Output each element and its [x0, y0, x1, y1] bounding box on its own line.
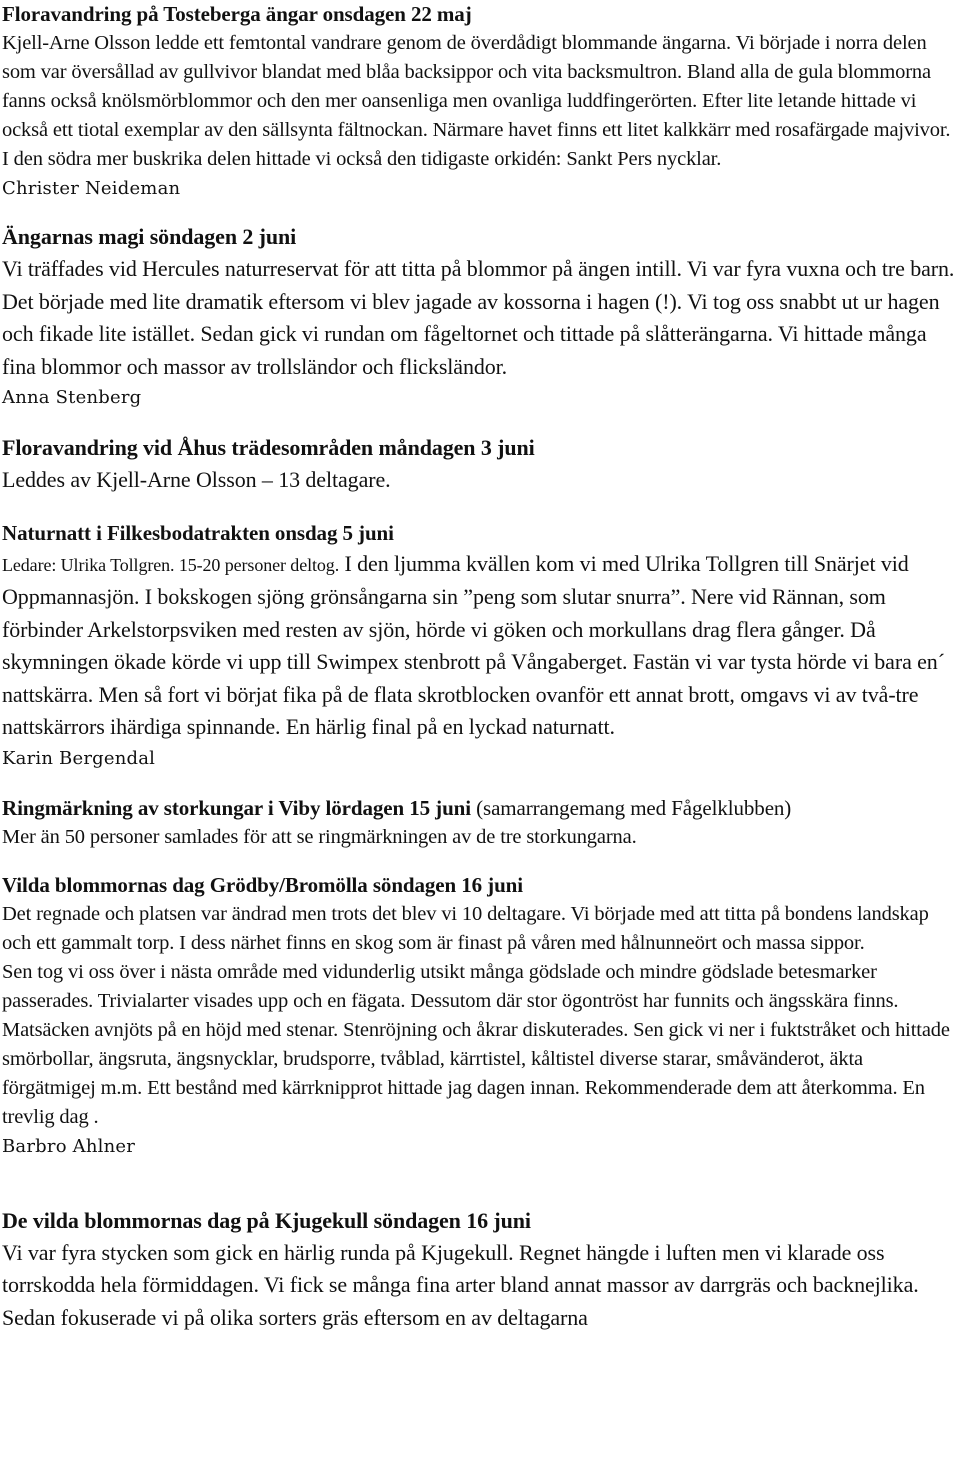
article-body-second: Sen tog vi oss över i nästa område med vidunderlig utsikt många gödslade och mindre gödslade betesmarker passerades. Trivialarter visades upp och en fägata. Dessutom där stor ögontröst har funnits och ängsskära finns. Matsäcken avnjöts på en höjd med stenar. Stenröjning och åkrar diskuterades. Sen gick vi ner i fuktstråket och hittade smörbollar, ängsruta, ängsnycklar, brudsporre, tvåblad, kärrtistel, kåltistel diverse starar, småvänderot, äkta förgätmigej m.m. Ett bestånd med kärrknipprot hittade jag dagen innan. Rekommenderade dem att återkomma. En trevlig dag .	[2, 960, 950, 1128]
article-vilda-blommornas-dag	[2, 871, 958, 1162]
article-naturnatt	[2, 519, 958, 774]
article-body: Leddes av Kjell-Arne Olsson – 13 deltagare.	[2, 467, 391, 492]
article-body	[2, 548, 958, 744]
article-body: Vi var fyra stycken som gick en härlig runda på Kjugekull. Regnet hängde i luften men vi klarade oss torrskodda hela förmiddagen. Vi fick se många fina arter bland annat massor av darrgräs och backnejlika. Sedan fokuserade vi på olika sorters gräs eftersom en av deltagarna	[2, 1239, 919, 1330]
article-kjugekull	[2, 1204, 958, 1335]
article-title: Ängarnas magi söndagen 2 juni	[2, 224, 297, 249]
article-body: Kjell-Arne Olsson ledde ett femtontal vandrare genom de överdådigt blommande ängarna. Vi började i norra delen som var översållad av gullvivor blandat med blåa backsippor och vita backsmultron. Bland alla de gula blommorna fanns också knölsmörblommor och den mer oansenliga men ovanliga luddfingerörten. Efter lite letande hittade vi också ett tiotal exemplar av den sällsynta fältnockan. Närmare havet finns ett litet kalkkärr med rosafärgade majvivor. I den södra mer buskrika delen hittade vi också den tidigaste orkidén: Sankt Pers nycklar.	[2, 32, 951, 170]
article-angarnas-magi	[2, 220, 958, 413]
article-tosteberga	[2, 0, 958, 204]
article-body: Det regnade och platsen var ändrad men trots det blev vi 10 deltagare. Vi började med att titta på bondens landskap och ett gammalt torp. I dess närhet finns en skog som är finast på våren med hålnunneört och massa sippor.	[2, 902, 929, 954]
article-author: Christer Neideman	[2, 178, 181, 199]
article-ahus	[2, 431, 958, 497]
article-title	[2, 794, 958, 823]
article-body-lead: Ledare: Ulrika Tollgren. 15-20 personer deltog.	[2, 554, 340, 575]
article-title-extra: (samarrangemang med Fågelklubben)	[470, 795, 792, 820]
article-title: De vilda blommornas dag på Kjugekull söndagen 16 juni	[2, 1207, 531, 1233]
article-title: Floravandring vid Åhus trädesområden måndagen 3 juni	[2, 435, 535, 460]
article-title: Vilda blommornas dag Grödby/Bromölla söndagen 16 juni	[2, 872, 523, 897]
article-author: Karin Bergendal	[2, 747, 156, 769]
article-author: Barbro Ahlner	[2, 1135, 136, 1157]
article-title: Naturnatt i Filkesbodatrakten onsdag 5 juni	[2, 520, 394, 545]
article-title-main: Ringmärkning av storkungar i Viby lördagen 15 juni	[2, 795, 471, 820]
article-title: Floravandring på Tosteberga ängar onsdagen 22 maj	[2, 2, 472, 26]
article-author: Anna Stenberg	[2, 387, 142, 408]
article-body-rest: I den ljumma kvällen kom vi med Ulrika Tollgren till Snärjet vid Oppmannasjön. I bokskogen sjöng grönsångarna sin ”peng som slutar snurra”. Nere vid Rännan, som förbinder Arkelstorpsviken med resten av sjön, hörde vi göken och morkullans drag flera gånger. Då skymningen ökade körde vi upp till Swimpex stenbrott på Vångaberget. Fastän vi var tysta hörde vi bara en´ nattskärra. Men så fort vi börjat fika på de flata skrotblocken ovanför ett annat brott, omgavs vi av två-tre nattskärrors ihärdiga spinnande. En härlig final på en lyckad naturnatt.	[2, 550, 945, 739]
article-body: Vi träffades vid Hercules naturreservat för att titta på blommor på ängen intill. Vi var fyra vuxna och tre barn. Det började med lite dramatik eftersom vi blev jagade av kossorna i hagen (!). Vi tog oss snabbt ut ur hagen och fikade lite istället. Sedan gick vi rundan om fågeltornet och tittade på slåtterängarna. Vi hittade många fina blommor och massor av trollsländor och flicksländor.	[2, 256, 955, 379]
article-ringmarkning	[2, 794, 958, 852]
article-body: Mer än 50 personer samlades för att se ringmärkningen av de tre storkungarna.	[2, 825, 637, 848]
